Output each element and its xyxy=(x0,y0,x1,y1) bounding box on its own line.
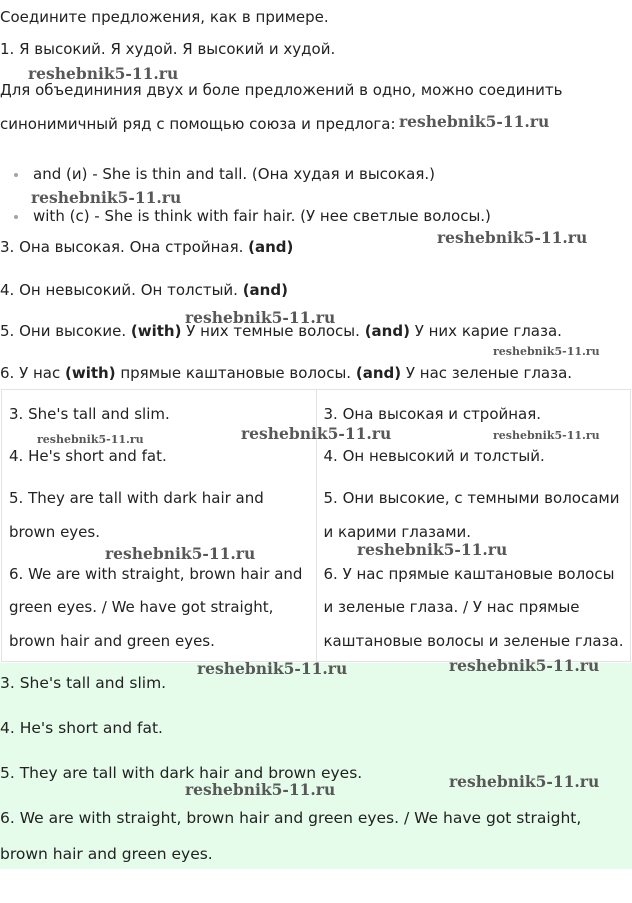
watermark: reshebnik5-11.ru xyxy=(241,424,392,443)
cell-text: green eyes. / We have got straight, xyxy=(9,598,274,616)
watermark: reshebnik5-11.ru xyxy=(399,112,550,131)
watermark: reshebnik5-11.ru xyxy=(37,433,144,446)
bullet-text: with (с) - She is think with fair hair. (У нее светлые волосы.) xyxy=(33,207,491,225)
cell-text: 6. We are with straight, brown hair and xyxy=(9,565,303,583)
watermark: reshebnik5-11.ru xyxy=(185,780,336,799)
cell-text: 4. Он невысокий и толстый. xyxy=(323,447,545,465)
cell-text: 3. Она высокая и стройная. xyxy=(323,405,542,423)
cell-text: 6. У нас прямые каштановые волосы xyxy=(323,565,615,583)
task-title: Соедините предложения, как в примере. xyxy=(0,8,329,26)
watermark: reshebnik5-11.ru xyxy=(28,64,179,83)
watermark: reshebnik5-11.ru xyxy=(493,429,600,442)
exercise-text: 5. Они высокие. xyxy=(0,322,131,340)
cell-text: и зеленые глаза. / У нас прямые xyxy=(323,598,580,616)
exercise-3 xyxy=(0,237,293,257)
exercise-keyword: (and) xyxy=(248,238,294,256)
exercise-text: 4. Он невысокий. Он толстый. xyxy=(0,281,243,299)
cell-text: brown hair and green eyes. xyxy=(9,632,215,650)
exercise-text: У них карие глаза. xyxy=(409,322,562,340)
exercise-4 xyxy=(0,280,288,300)
exercise-keyword: (and) xyxy=(355,364,402,382)
answer-line: 4. He's short and fat. xyxy=(0,719,163,737)
answer-line: 3. She's tall and slim. xyxy=(0,674,167,692)
exercise-text: прямые каштановые волосы. xyxy=(115,364,356,382)
watermark: reshebnik5-11.ru xyxy=(357,540,508,559)
cell-text: brown eyes. xyxy=(9,523,100,541)
exercise-6 xyxy=(0,363,572,383)
cell-text: 4. He's short and fat. xyxy=(9,447,167,465)
answer-block xyxy=(0,663,632,869)
exercise-keyword: (with) xyxy=(65,364,116,382)
rule-line-1: Для объедининия двух и боле предложений в одно, можно соединить xyxy=(0,81,563,99)
watermark: reshebnik5-11.ru xyxy=(185,308,336,327)
watermark: reshebnik5-11.ru xyxy=(449,656,600,675)
exercise-text: 6. У нас xyxy=(0,364,66,382)
exercise-text: У нас зеленые глаза. xyxy=(401,364,573,382)
watermark: reshebnik5-11.ru xyxy=(31,188,182,207)
cell-text: и карими глазами. xyxy=(323,523,472,541)
exercise-keyword: (and) xyxy=(364,322,410,340)
bullet-dot-icon xyxy=(14,215,18,219)
bullet-text: and (и) - She is thin and tall. (Она худая и высокая.) xyxy=(33,165,435,183)
cell-text: каштановые волосы и зеленые глаза. xyxy=(323,632,624,650)
watermark: reshebnik5-11.ru xyxy=(493,345,600,358)
answer-line: 6. We are with straight, brown hair and green eyes. / We have got straight, xyxy=(0,809,582,827)
watermark: reshebnik5-11.ru xyxy=(105,544,256,563)
answer-line: 5. They are tall with dark hair and brown eyes. xyxy=(0,764,363,782)
exercise-keyword: (with) xyxy=(130,322,182,340)
rule-line-2: синонимичный ряд с помощью союза и предлога: xyxy=(0,115,396,133)
cell-text: 3. She's tall and slim. xyxy=(9,405,170,423)
cell-text: 5. They are tall with dark hair and xyxy=(9,489,264,507)
bullet-dot-icon xyxy=(14,173,18,177)
exercise-text: У них темные волосы. xyxy=(181,322,365,340)
example-sentence: 1. Я высокий. Я худой. Я высокий и худой. xyxy=(0,40,336,58)
watermark: reshebnik5-11.ru xyxy=(197,659,348,678)
exercise-text: 3. Она высокая. Она стройная. xyxy=(0,238,249,256)
answer-line: brown hair and green eyes. xyxy=(0,845,213,863)
watermark: reshebnik5-11.ru xyxy=(437,228,588,247)
watermark: reshebnik5-11.ru xyxy=(449,772,600,791)
cell-text: 5. Они высокие, с темными волосами xyxy=(323,489,620,507)
exercise-keyword: (and) xyxy=(242,281,288,299)
